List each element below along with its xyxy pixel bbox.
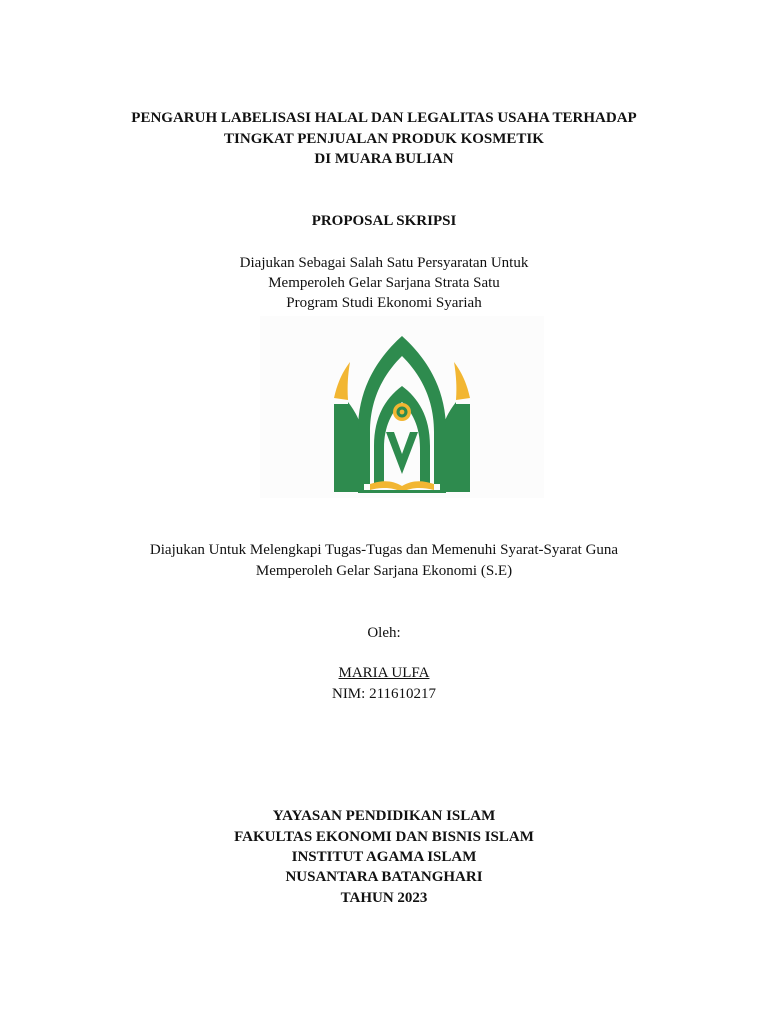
logo-right-gold-accent [454,362,470,400]
purpose-line-2: Memperoleh Gelar Sarjana Strata Satu [268,275,500,291]
institution-line-2: FAKULTAS EKONOMI DAN BISNIS ISLAM [234,829,534,845]
document-type: PROPOSAL SKRIPSI [311,213,457,229]
university-logo [260,316,544,498]
institution-line-4: NUSANTARA BATANGHARI [285,869,483,885]
title-line-1: PENGARUH LABELISASI HALAL DAN LEGALITAS USAHA TERHADAP [131,110,637,126]
by-label: Oleh: [367,625,401,641]
institution-line-3: INSTITUT AGAMA ISLAM [291,849,477,865]
author-name: MARIA ULFA [338,665,430,681]
purpose-line-3: Program Studi Ekonomi Syariah [286,295,482,311]
institution-line-1: YAYASAN PENDIDIKAN ISLAM [272,808,496,824]
purpose-line-1: Diajukan Sebagai Salah Satu Persyaratan Untuk [239,255,529,271]
degree-line-2: Memperoleh Gelar Sarjana Ekonomi (S.E) [255,563,513,579]
logo-medallion-core [400,410,405,415]
author-nim: NIM: 211610217 [331,686,437,702]
degree-line-1: Diajukan Untuk Melengkapi Tugas-Tugas dan Memenuhi Syarat-Syarat Guna [149,542,619,558]
logo-left-gold-accent [334,362,350,400]
title-line-2: TINGKAT PENJUALAN PRODUK KOSMETIK [224,131,544,147]
logo-pen-nib [386,432,418,474]
logo-base-bar [358,490,446,493]
title-line-3: DI MUARA BULIAN [314,151,454,167]
institution-line-5: TAHUN 2023 [340,890,428,906]
university-logo-icon [330,334,474,494]
